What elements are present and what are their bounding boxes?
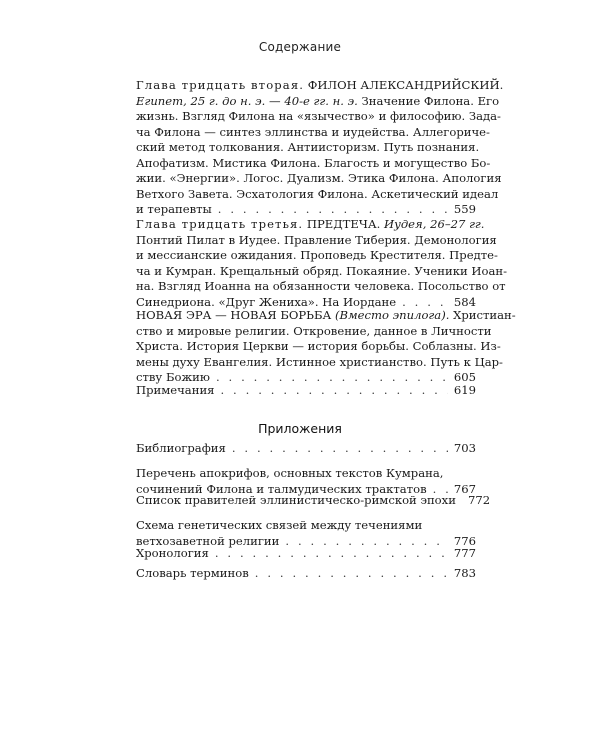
toc-line-last: сочинений Филона и талмудических трактатов: [136, 481, 427, 496]
toc-line-last: ству Божию: [136, 370, 210, 384]
toc-line-last: и терапевты: [136, 202, 212, 216]
toc-line-last: Хронология: [136, 546, 209, 560]
toc-line-last: Библиография: [136, 441, 226, 455]
chapter-label: Глава тридцать третья.: [136, 217, 304, 231]
toc-line-last: Список правителей эллинистическо-римской эпохи: [136, 493, 456, 507]
toc-line: и мессианские ожидания. Проповедь Крестителя. Предте-: [136, 248, 498, 262]
page-number: 605: [453, 370, 476, 384]
page-number: 559: [453, 202, 476, 216]
dot-leader: [218, 202, 448, 218]
page-number: 767: [453, 481, 476, 496]
toc-line-last: Синедриона. «Друг Жениха». На Иордане: [136, 294, 397, 309]
page-number: 584: [453, 294, 476, 309]
page-number: 777: [453, 546, 476, 560]
toc-line-last: Примечания: [136, 383, 215, 397]
dot-leader: [220, 383, 447, 399]
chapter-label: Глава тридцать вторая.: [136, 78, 305, 92]
page-number: 772: [467, 493, 491, 507]
dot-leader: [255, 566, 448, 582]
toc-line: Схема генетических связей между течениями: [136, 518, 423, 532]
toc-line: Египет, 25 г. до н. э. — 40-е гг. н. э. Значение Филона. Его: [136, 93, 500, 108]
toc-entry-epilogue[interactable]: [136, 308, 516, 386]
toc-line: Апофатизм. Мистика Филона. Благость и могущество Бо-: [136, 155, 491, 170]
toc-entry-chapter-32[interactable]: [136, 78, 504, 218]
toc-line: на. Взгляд Иоанна на обязанности человека. Посольство от: [136, 279, 506, 293]
appendix-heading: Приложения: [258, 421, 342, 436]
toc-line: Понтий Пилат в Иудее. Правление Тиберия. Демонология: [136, 232, 497, 247]
toc-entry-bibliography[interactable]: [136, 441, 476, 457]
dot-leader: [232, 441, 448, 457]
page-number: 776: [453, 533, 476, 548]
page-number: 619: [453, 383, 476, 397]
toc-line: жии. «Энергии». Логос. Дуализм. Этика Филона. Апология: [136, 171, 502, 185]
toc-line: Ветхого Завета. Эсхатология Филона. Аскетический идеал: [136, 186, 499, 201]
toc-line: ча и Кумран. Крещальный обряд. Покаяние. Ученики Иоан-: [136, 263, 508, 278]
toc-entry-chapter-33[interactable]: [136, 217, 508, 310]
dot-leader: [215, 546, 448, 562]
toc-entry-notes[interactable]: [136, 383, 476, 399]
toc-line: Глава тридцать третья. ПРЕДТЕЧА. Иудея, 26–27 гг.: [136, 217, 485, 231]
toc-line: Христа. История Церкви — история борьбы. Соблазны. Из-: [136, 339, 501, 353]
toc-line: жизнь. Взгляд Филона на «язычество» и философию. Зада-: [136, 109, 501, 123]
toc-entry-genetic-scheme[interactable]: [136, 518, 476, 549]
toc-line: Перечень апокрифов, основных текстов Кумрана,: [136, 466, 444, 480]
toc-line: Глава тридцать вторая. ФИЛОН АЛЕКСАНДРИЙСКИЙ.: [136, 78, 504, 92]
page-title: Содержание: [258, 40, 342, 54]
toc-line: НОВАЯ ЭРА — НОВАЯ БОРЬБА (Вместо эпилога). Христиан-: [136, 308, 516, 322]
page-number: 703: [453, 441, 476, 455]
toc-line: ча Филона — синтез эллинства и иудейства. Аллегориче-: [136, 124, 490, 139]
toc-entry-rulers-list[interactable]: [136, 493, 491, 509]
toc-line-last: ветхозаветной религии: [136, 533, 280, 548]
toc-line-last: Словарь терминов: [136, 566, 249, 580]
toc-entry-glossary[interactable]: [136, 566, 476, 582]
page-number: 783: [453, 566, 476, 580]
toc-line: ство и мировые религии. Откровение, данное в Личности: [136, 323, 492, 338]
toc-line: мены духу Евангелия. Истинное христианство. Путь к Цар-: [136, 354, 503, 369]
toc-line: ский метод толкования. Антиисторизм. Путь познания.: [136, 140, 480, 154]
toc-entry-chronology[interactable]: [136, 546, 476, 562]
